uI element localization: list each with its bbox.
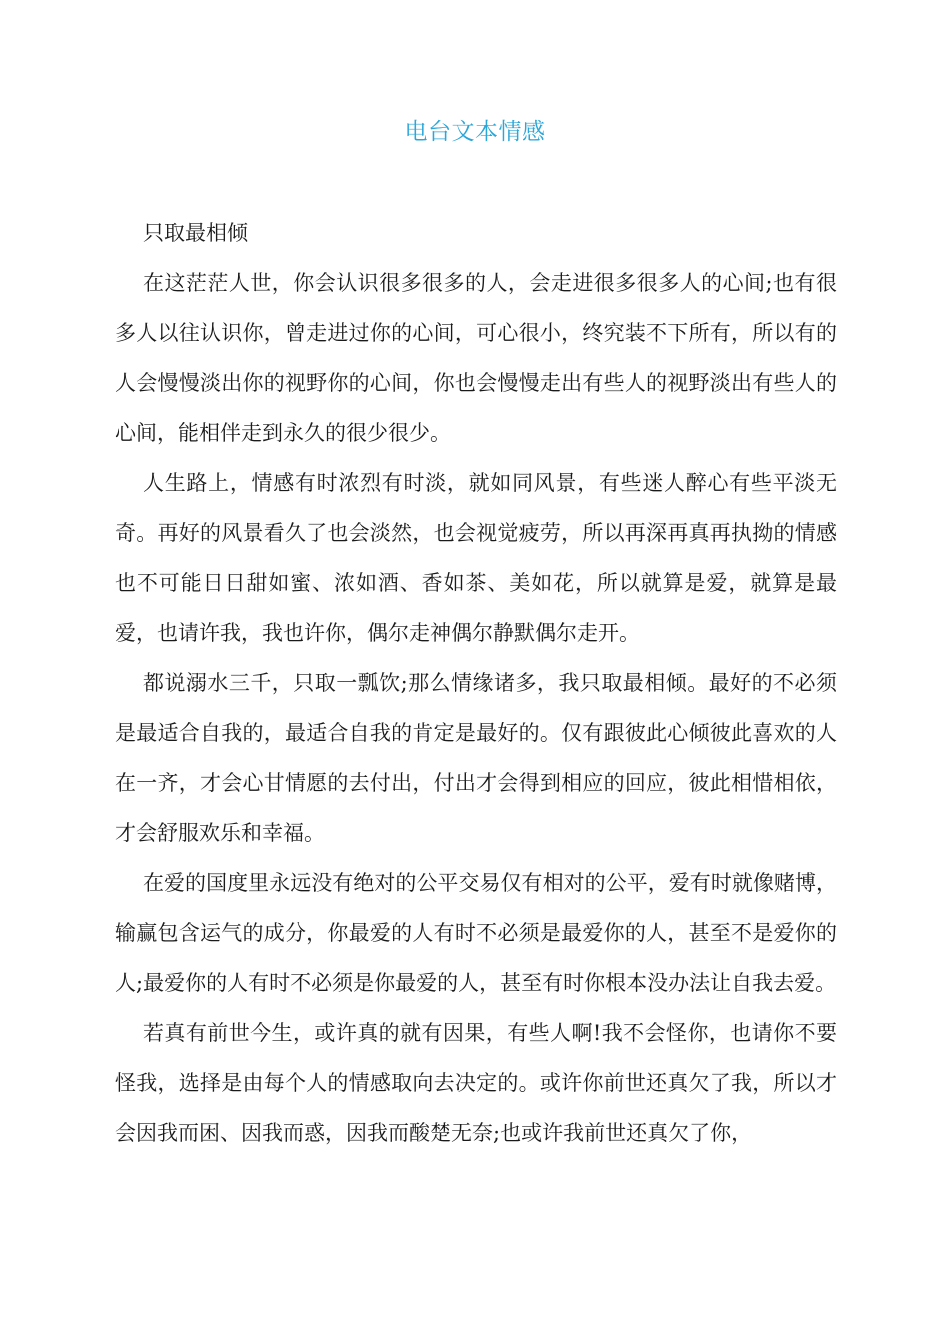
document-body <box>115 208 837 1158</box>
document-title: 电台文本情感 <box>404 119 546 145</box>
paragraph-1: 在这茫茫人世，你会认识很多很多的人，会走进很多很多人的心间;也有很多人以往认识你，曾走进过你的心间，可心很小，终究装不下所有，所以有的人会慢慢淡出你的视野你的心间，你也会慢慢走出有些人的视野淡出有些人的心间，能相伴走到永久的很少很少。 <box>115 271 837 445</box>
section-heading: 只取最相倾 <box>143 221 248 245</box>
paragraph-3: 都说溺水三千，只取一瓢饮;那么情缘诸多，我只取最相倾。最好的不必须是最适合自我的，最适合自我的肯定是最好的。仅有跟彼此心倾彼此喜欢的人在一齐，才会心甘情愿的去付出，付出才会得到相应的回应，彼此相惜相依，才会舒服欢乐和幸福。 <box>115 671 837 845</box>
paragraph-2: 人生路上，情感有时浓烈有时淡，就如同风景，有些迷人醉心有些平淡无奇。再好的风景看久了也会淡然，也会视觉疲劳，所以再深再真再执拗的情感也不可能日日甜如蜜、浓如酒、香如茶、美如花，所以就算是爱，就算是最爱，也请许我，我也许你，偶尔走神偶尔静默偶尔走开。 <box>115 471 837 645</box>
paragraph-4: 在爱的国度里永远没有绝对的公平交易仅有相对的公平，爱有时就像赌博，输赢包含运气的成分，你最爱的人有时不必须是最爱你的人，甚至不是爱你的人;最爱你的人有时不必须是你最爱的人，甚至有时你根本没办法让自我去爱。 <box>115 871 837 995</box>
paragraph-5: 若真有前世今生，或许真的就有因果，有些人啊!我不会怪你，也请你不要怪我，选择是由每个人的情感取向去决定的。或许你前世还真欠了我，所以才会因我而困、因我而惑，因我而酸楚无奈;也或许我前世还真欠了你， <box>115 1021 837 1145</box>
